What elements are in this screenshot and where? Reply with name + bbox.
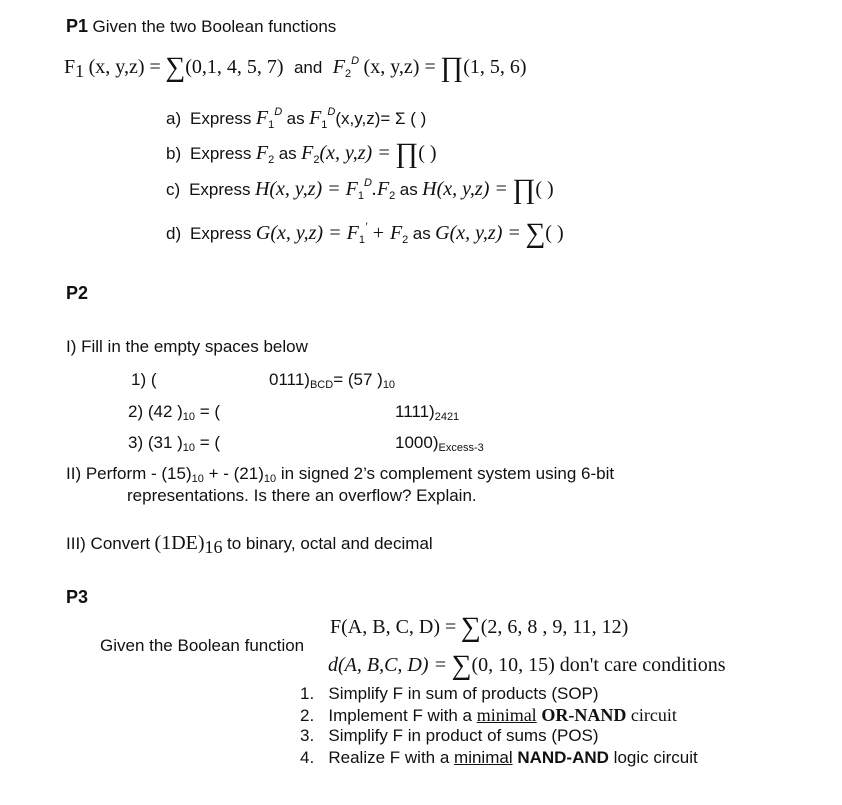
p1-functions [64, 52, 527, 84]
d-lhs: d(A, B,C, D) = [328, 654, 448, 676]
row-eq: = ( [199, 402, 221, 421]
item-as: as [278, 144, 297, 163]
item-letter: c) [166, 180, 181, 199]
p3-label: P3 [66, 587, 89, 607]
p3-step-3 [300, 726, 599, 746]
row-lhs: 3) (31 ) [128, 433, 183, 452]
f2-symbol: F [332, 56, 346, 78]
part2-text: II) Perform - (15) [66, 464, 192, 483]
p1-item-b: b) Express $F_2$ as $F_2(x$, y,z) = ∏( ) [166, 138, 437, 169]
and-word: and [293, 58, 323, 77]
p3-step-2 [300, 705, 677, 726]
row-base: Excess-3 [438, 442, 484, 454]
p2-row3-right [395, 433, 484, 454]
f2-subscript: 2 [345, 68, 352, 80]
part3-text: to binary, octal and decimal [226, 534, 433, 553]
p2-row3-left [128, 433, 220, 454]
row-lhs: 2) (42 ) [128, 402, 183, 421]
p1-item-a: a) Express $F_1^D$ as $F_1^D(x,y,z)= \Sigma$ ( ) [166, 106, 427, 131]
row-base: 2421 [434, 411, 460, 423]
pi-symbol: ∏ [440, 52, 464, 83]
p2-label: P2 [66, 283, 89, 303]
step-num: 4. [300, 748, 315, 767]
part2-base: 10 [191, 473, 204, 485]
p1-heading [66, 16, 336, 37]
item-empty: ( ) [545, 222, 564, 244]
p2-part2-line1 [66, 464, 614, 485]
row-lhs-base: 10 [182, 411, 196, 423]
row-rhs: = (57 ) [333, 370, 383, 389]
step-text: logic circuit [608, 748, 698, 767]
p2-row1-right [269, 370, 395, 391]
d-expression: G(x, y,z) = F [255, 222, 359, 244]
item-target: (x,y,z)= Σ ( ) [335, 109, 427, 128]
f-lhs: F(A, B, C, D) = [330, 616, 457, 638]
row-base: BCD [309, 379, 334, 391]
p3-f-expression [330, 612, 628, 644]
item-as: as [399, 180, 418, 199]
item-text: Express [190, 144, 252, 163]
f2-maxterms: (1, 5, 6) [463, 56, 527, 78]
step-underlined: minimal [454, 748, 513, 767]
step-text: Implement F with a [328, 706, 477, 725]
f-minterms: (2, 6, 8 , 9, 11, 12) [480, 616, 629, 638]
p2-part2-line2: representations. Is there an overflow? Explain. [127, 486, 477, 505]
item-target: H(x, y,z) = [422, 178, 508, 200]
p3-d-expression [328, 650, 726, 682]
step-num: 2. [300, 706, 315, 725]
step-bold: NAND-AND [517, 748, 609, 767]
step-underlined: minimal [476, 705, 537, 725]
f2-dual-sup: D [351, 55, 360, 67]
item-letter: a) [166, 109, 182, 128]
p2-part1: I) Fill in the empty spaces below [66, 337, 308, 356]
row-value: 0111) [269, 370, 310, 389]
item-target: G(x, y,z) = [435, 222, 521, 244]
item-empty: ( ) [535, 178, 554, 200]
p1-item-c: c) Express H(x, $y,z) = F_1^D.F_2$ as H(x, y,z) = ∏( ) [166, 174, 554, 205]
part2-text: in signed 2’s complement system using 6-bit [276, 464, 615, 483]
sigma-symbol: ∑ [525, 218, 546, 249]
part3-base: 16 [204, 537, 223, 557]
row-eq: = ( [199, 433, 221, 452]
f2-args: (x, y,z) = [363, 56, 436, 78]
p1-item-d: d) Express G(x, $y,z) = F_1' + F_2$ as G(x, y,z) = ∑( ) [166, 218, 564, 249]
item-text: Express [190, 109, 252, 128]
p1-label: P1 [66, 16, 89, 36]
row-lhs-base: 10 [182, 442, 196, 454]
p2-row1-left: 1) ( [131, 370, 157, 389]
step-bold: OR-NAND [541, 705, 627, 725]
step-num: 1. [300, 684, 315, 703]
item-text: Express [189, 180, 251, 199]
f1-symbol: F [64, 56, 76, 78]
part2-base: 10 [263, 473, 277, 485]
f1-subscript: 1 [75, 61, 85, 81]
row-value: 1000) [395, 433, 439, 452]
step-text: Simplify F in sum of products (SOP) [328, 684, 599, 703]
f1-args: (x, y,z) = [88, 56, 161, 78]
d-dontcares: (0, 10, 15) don't care conditions [471, 654, 726, 676]
row-rhs-base: 10 [382, 379, 396, 391]
c-expression: H(x, y,z) = F [254, 178, 358, 200]
step-text: Simplify F in product of sums (POS) [328, 726, 599, 745]
sigma-symbol: ∑ [165, 52, 186, 83]
pi-symbol: ∏ [512, 174, 536, 205]
p2-part3 [66, 532, 433, 558]
item-as: as [412, 224, 431, 243]
p2-row2-left [128, 402, 220, 423]
part3-text: III) Convert [66, 534, 151, 553]
item-as: as [286, 109, 305, 128]
row-value: 1111) [395, 402, 435, 421]
sigma-symbol: ∑ [460, 612, 481, 643]
item-letter: b) [166, 144, 182, 163]
item-target: (x, y,z) = [319, 142, 391, 164]
f1-minterms: (0,1, 4, 5, 7) [185, 56, 284, 78]
p3-step-4 [300, 748, 698, 768]
p1-intro: Given the two Boolean functions [92, 17, 337, 36]
p3-step-1 [300, 684, 599, 704]
p3-given: Given the Boolean function [100, 636, 305, 655]
d-tail: + F [371, 222, 403, 244]
part2-text: + - (21) [203, 464, 264, 483]
item-empty: ( ) [418, 142, 437, 164]
part3-hex: (1DE) [154, 532, 205, 554]
step-text: circuit [626, 705, 677, 725]
step-text: Realize F with a [328, 748, 455, 767]
item-letter: d) [166, 224, 182, 243]
item-text: Express [190, 224, 252, 243]
step-num: 3. [300, 726, 315, 745]
sigma-symbol: ∑ [451, 650, 472, 681]
p2-row2-right [395, 402, 459, 423]
pi-symbol: ∏ [395, 138, 419, 169]
